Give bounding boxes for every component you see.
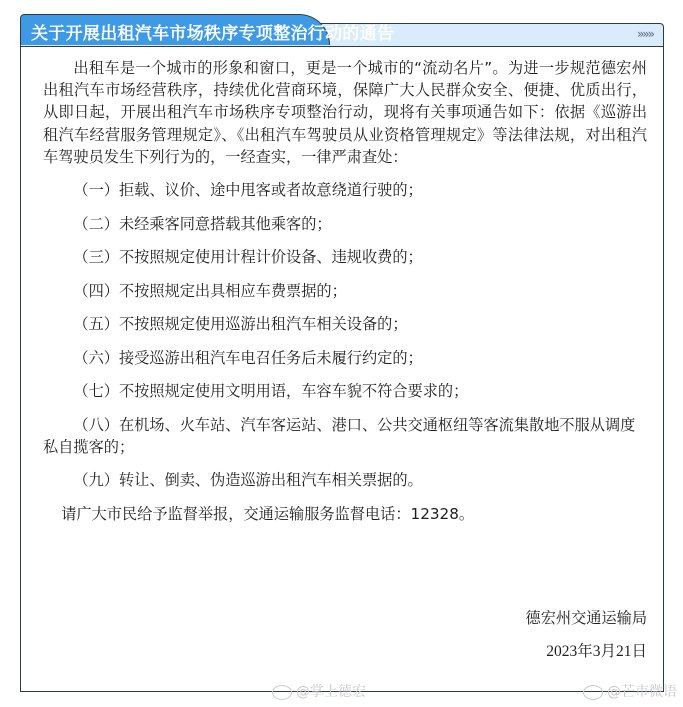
intro-paragraph: 出租车是一个城市的形象和窗口，更是一个城市的“流动名片”。为进一步规范德宏州出租汽车市场经营秩序，持续优化营商环境，保障广大人民群众安全、便捷、优质出行，从即日起，开展出租汽车市场秩序专项整治行动，现将有关事项通告如下：依据《巡游出租汽车经营服务管理规定》、《出租汽车驾驶员从业资格管理规定》等法律法规，对出租汽车驾驶员发生下列行为的，一经查实，一律严肃查处： [43,59,647,166]
list-item: （八）在机场、火车站、汽车客运站、港口、公共交通枢纽等客流集散地不服从调度私自揽客的； [43,415,636,456]
notice-body [20,46,664,692]
weibo-logo-icon [583,685,603,700]
page-title: 关于开展出租汽车市场秩序专项整治行动的通告 [31,24,395,44]
notice-content [43,57,647,525]
list-item: （九）转让、倒卖、伪造巡游出租汽车相关票据的。 [73,471,423,490]
list-item: （六）接受巡游出租汽车电召任务后未履行约定的； [73,348,423,367]
issue-date: 2023年3月21日 [546,643,647,660]
notice-panel [20,14,664,690]
list-item: （一）拒载、议价、途中甩客或者故意绕道行驶的； [73,181,423,200]
watermark: @芒市微语 [583,681,677,701]
list-item: （二）未经乘客同意搭载其他乘客的； [73,214,332,233]
list-item: （五）不按照规定使用巡游出租汽车相关设备的； [73,315,408,334]
issuer: 德宏州交通运输局 [525,609,647,627]
list-item: （三）不按照规定使用计程计价设备、违规收费的； [73,248,423,267]
report-hotline-text: 请广大市民给予监督举报，交通运输服务监督电话：12328。 [61,504,475,523]
more-chevrons-icon[interactable]: »»» [636,27,653,41]
list-item: （四）不按照规定出具相应车费票据的； [73,281,347,300]
title-tab [20,14,395,45]
weibo-logo-icon [272,685,292,700]
list-item: （七）不按照规定使用文明用语，车容车貌不符合要求的； [73,382,469,401]
watermark: @掌上德宏 [272,681,366,701]
